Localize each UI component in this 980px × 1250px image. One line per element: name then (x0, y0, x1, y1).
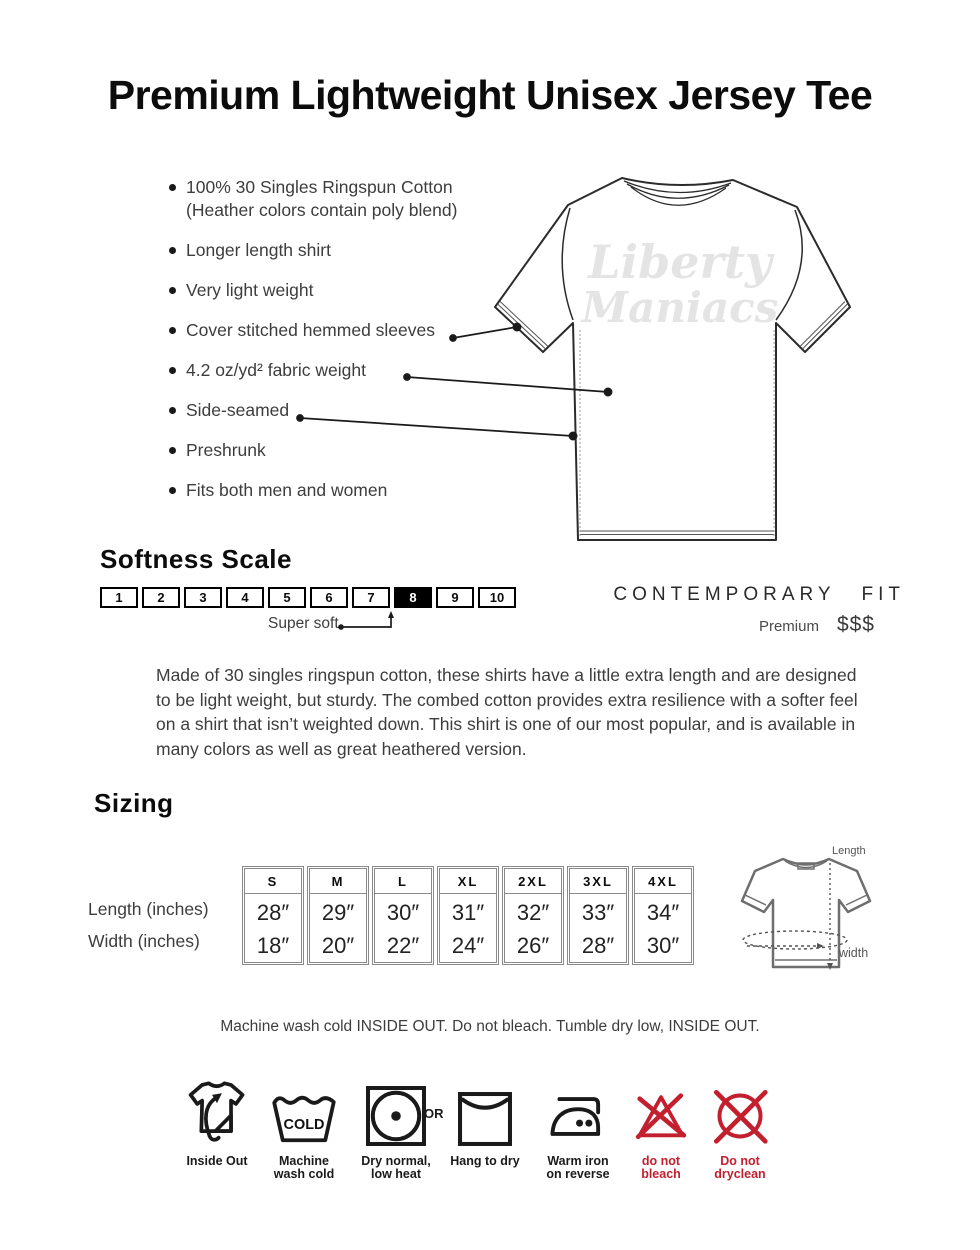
supersoft-arrow (341, 616, 391, 627)
size-column-4xl (632, 866, 694, 965)
price-row (759, 613, 875, 637)
scale-level-6: 6 (310, 587, 348, 608)
scale-level-10: 10 (478, 587, 516, 608)
size-header: L (375, 869, 431, 894)
size-header: S (245, 869, 301, 894)
length-value: 29″ (321, 900, 355, 925)
feature-item: Longer length shirt (186, 239, 501, 262)
feature-item: 100% 30 Singles Ringspun Cotton (Heather colors contain poly blend) (186, 176, 501, 222)
sizing-title: Sizing (94, 788, 174, 818)
sizing-row-label-length: Length (inches) (88, 899, 209, 919)
sizing-row-label-width: Width (inches) (88, 931, 200, 951)
care-instructions-text: Machine wash cold INSIDE OUT. Do not bleach. Tumble dry low, INSIDE OUT. (220, 1018, 760, 1035)
length-value: 33″ (581, 900, 615, 925)
svg-text:COLD: COLD (283, 1117, 325, 1134)
care-item-dry-normal (355, 1078, 437, 1181)
fit-label: CONTEMPORARY FIT (613, 584, 905, 605)
size-column-l (372, 866, 434, 965)
feature-item: 4.2 oz/yd² fabric weight (186, 359, 501, 382)
care-item-do-not-dryclean (706, 1078, 774, 1181)
do-not-dryclean-icon (710, 1084, 770, 1148)
machine-wash-cold-icon (270, 1090, 338, 1148)
length-value: 34″ (646, 900, 680, 925)
hang-to-dry-icon (456, 1090, 514, 1148)
supersoft-arrowhead (388, 611, 394, 618)
scale-level-8-selected: 8 (394, 587, 432, 608)
width-value: 24″ (451, 933, 485, 958)
feature-list (186, 176, 501, 519)
size-header: XL (440, 869, 496, 894)
scale-level-7: 7 (352, 587, 390, 608)
softness-scale (100, 587, 516, 608)
width-value: 20″ (321, 933, 355, 958)
tshirt-outline (495, 178, 850, 540)
scale-level-9: 9 (436, 587, 474, 608)
size-column-s (242, 866, 304, 965)
tshirt-illustration (480, 160, 900, 560)
sizing-table (242, 866, 694, 965)
scale-level-5: 5 (268, 587, 306, 608)
care-item-inside-out (176, 1078, 258, 1168)
care-item-machine-wash-cold (267, 1078, 341, 1181)
feature-item: Fits both men and women (186, 479, 501, 502)
feature-item: Preshrunk (186, 439, 501, 462)
width-value: 26″ (516, 933, 550, 958)
softness-scale-title: Softness Scale (100, 544, 292, 574)
care-label: Hang to dry (450, 1154, 520, 1168)
brand-watermark (580, 235, 779, 332)
feature-item: Cover stitched hemmed sleeves (186, 319, 501, 342)
care-label: Do not dryclean (714, 1154, 766, 1181)
page-title: Premium Lightweight Unisex Jersey Tee (107, 72, 873, 118)
care-icons-row (0, 1078, 980, 1198)
size-column-m (307, 866, 369, 965)
size-header: M (310, 869, 366, 894)
scale-level-3: 3 (184, 587, 222, 608)
scale-level-2: 2 (142, 587, 180, 608)
supersoft-annotation: Super soft (268, 615, 339, 632)
svg-text:Liberty: Liberty (588, 235, 772, 289)
feature-item: Very light weight (186, 279, 501, 302)
length-value: 32″ (516, 900, 550, 925)
price-tier-label: Premium (758, 618, 819, 635)
size-header: 4XL (635, 869, 691, 894)
scale-level-4: 4 (226, 587, 264, 608)
measurement-diagram (735, 843, 885, 983)
diagram-length-label: Length (832, 845, 866, 857)
length-value: 30″ (386, 900, 420, 925)
inside-out-icon (184, 1078, 250, 1148)
product-description: Made of 30 singles ringspun cotton, these shirts have a little extra length and are designed to be light weight, but sturdy. The combed cotton provides extra resilience with a softer feel on a shirt that isn’t weighted down. This shirt is one of our most popular, and is available in many colors as well as great heathered version. (156, 665, 858, 759)
price-rating: $$$ (836, 613, 875, 636)
feature-item: Side-seamed (186, 399, 501, 422)
care-label: Warm iron on reverse (546, 1154, 610, 1181)
care-label: Dry normal, low heat (361, 1154, 431, 1181)
size-header: 2XL (505, 869, 561, 894)
svg-text:Maniacs: Maniacs (581, 283, 779, 332)
size-header: 3XL (570, 869, 626, 894)
care-label: do not bleach (641, 1154, 681, 1181)
care-item-hang-to-dry (450, 1078, 520, 1168)
care-item-do-not-bleach (629, 1078, 693, 1181)
scale-level-1: 1 (100, 587, 138, 608)
size-column-2xl (502, 866, 564, 965)
length-value: 28″ (256, 900, 290, 925)
length-value: 31″ (451, 900, 485, 925)
size-column-3xl (567, 866, 629, 965)
care-label: Machine wash cold (273, 1154, 335, 1181)
width-value: 22″ (386, 933, 420, 958)
size-column-xl (437, 866, 499, 965)
or-label: OR (424, 1106, 444, 1121)
dry-normal-low-heat-icon (364, 1084, 428, 1148)
warm-iron-on-reverse-icon (547, 1092, 609, 1148)
care-label: Inside Out (186, 1154, 248, 1168)
do-not-bleach-icon (632, 1086, 690, 1148)
diagram-width-label: width (839, 946, 869, 960)
care-item-warm-iron (538, 1078, 618, 1181)
width-value: 30″ (646, 933, 680, 958)
width-value: 18″ (256, 933, 290, 958)
width-value: 28″ (581, 933, 615, 958)
